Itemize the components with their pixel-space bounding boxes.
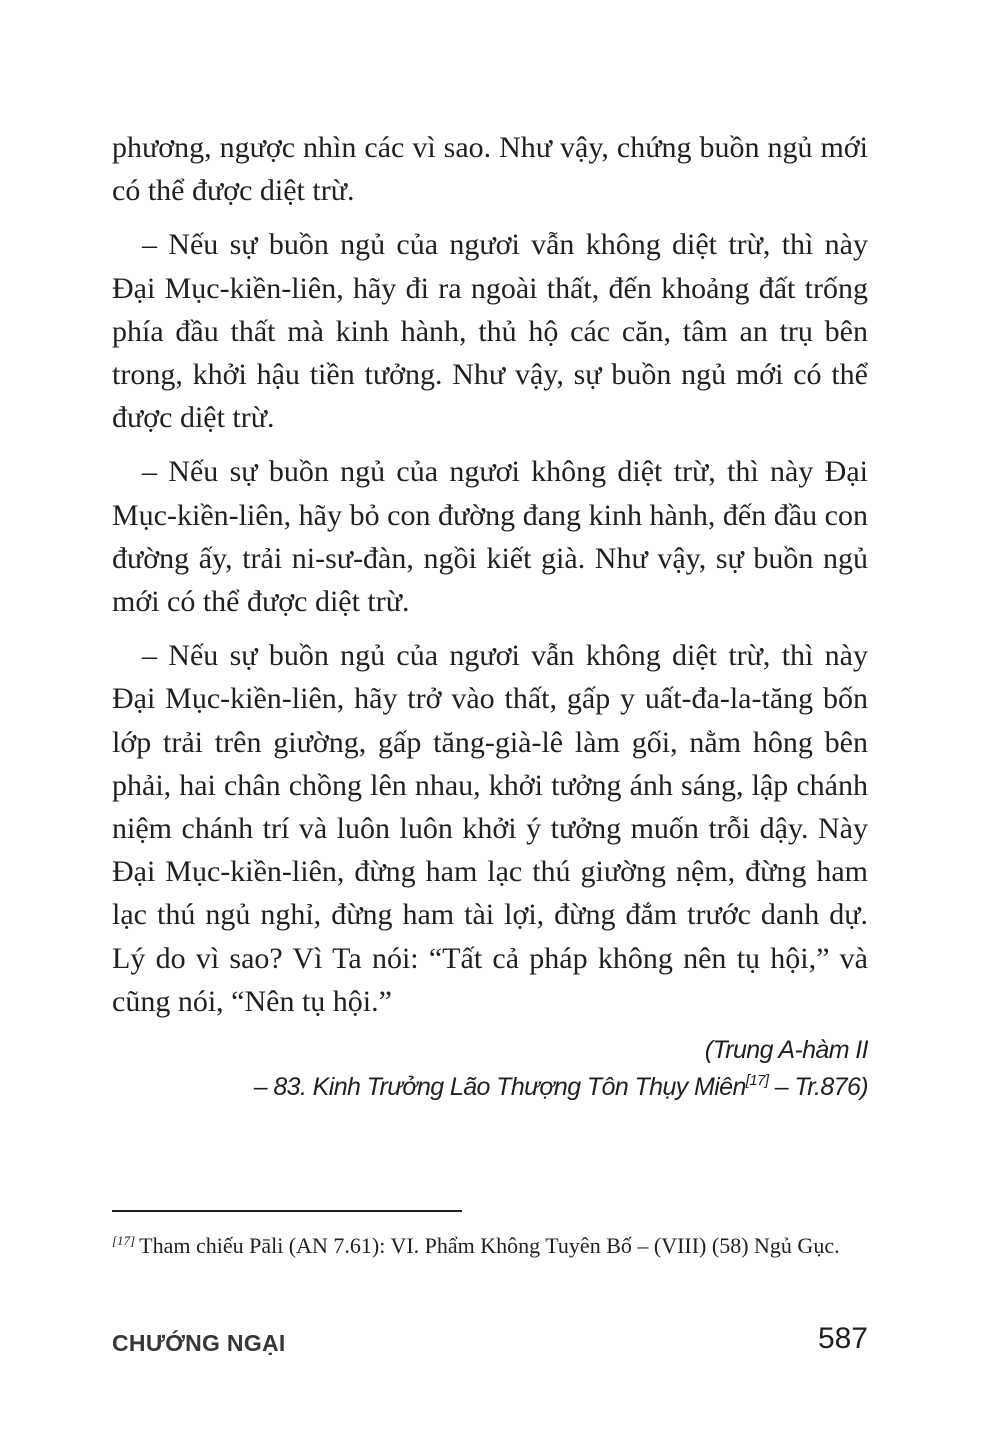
page-footer [112, 1322, 868, 1366]
main-text [112, 126, 868, 1034]
paragraph-4: – Nếu sự buồn ngủ của ngươi vẫn không diệt trừ, thì này Đại Mục-kiền-liên, hãy trở vào thất, gấp y uất-đa-la-tăng bốn lớp trải trên giường, gấp tăng-già-lê làm gối, nằm hông bên phải, hai chân chồng lên nhau, khởi tưởng ánh sáng, lập chánh niệm chánh trí và luôn luôn khởi ý tưởng muốn trỗi dậy. Này Đại Mục-kiền-liên, đừng ham lạc thú giường nệm, đừng ham lạc thú ngủ nghỉ, đừng ham tài lợi, đừng đắm trước danh dự. Lý do vì sao? Vì Ta nói: “Tất cả pháp không nên tụ hội,” và cũng nói, “Nên tụ hội.” [112, 639, 868, 1018]
source-citation [112, 1032, 868, 1106]
footnote-divider [112, 1210, 462, 1212]
footnote-mark: [17] [112, 1233, 136, 1248]
chapter-title: CHƯỚNG NGẠI [112, 1330, 286, 1356]
footnote-reference[interactable]: [17] [745, 1072, 769, 1089]
paragraph-3: – Nếu sự buồn ngủ của ngươi không diệt trừ, thì này Đại Mục-kiền-liên, hãy bỏ con đường đang kinh hành, đến đầu con đường ấy, trải ni-sư-đàn, ngồi kiết già. Như vậy, sự buồn ngủ mới có thể được diệt trừ. [112, 455, 868, 619]
citation-line-2 [112, 1069, 868, 1106]
paragraph-1: phương, ngược nhìn các vì sao. Như vậy, chứng buồn ngủ mới có thể được diệt trừ. [112, 131, 868, 208]
paragraph-2: – Nếu sự buồn ngủ của ngươi vẫn không diệt trừ, thì này Đại Mục-kiền-liên, hãy đi ra ngoài thất, đến khoảng đất trống phía đầu thất mà kinh hành, thủ hộ các căn, tâm an trụ bên trong, khởi hậu tiền tưởng. Như vậy, sự buồn ngủ mới có thể được diệt trừ. [112, 228, 868, 435]
footnote [112, 1230, 868, 1262]
page-number: 587 [817, 1322, 868, 1355]
footnote-text: Tham chiếu Pāli (AN 7.61): VI. Phẩm Không Tuyên Bố – (VIII) (58) Ngủ Gục. [139, 1233, 840, 1258]
citation-line-1: (Trung A-hàm II [704, 1036, 868, 1064]
citation-page: – Tr.876) [768, 1073, 868, 1101]
citation-title: – 83. Kinh Trưởng Lão Thượng Tôn Thụy Miên [253, 1073, 746, 1101]
